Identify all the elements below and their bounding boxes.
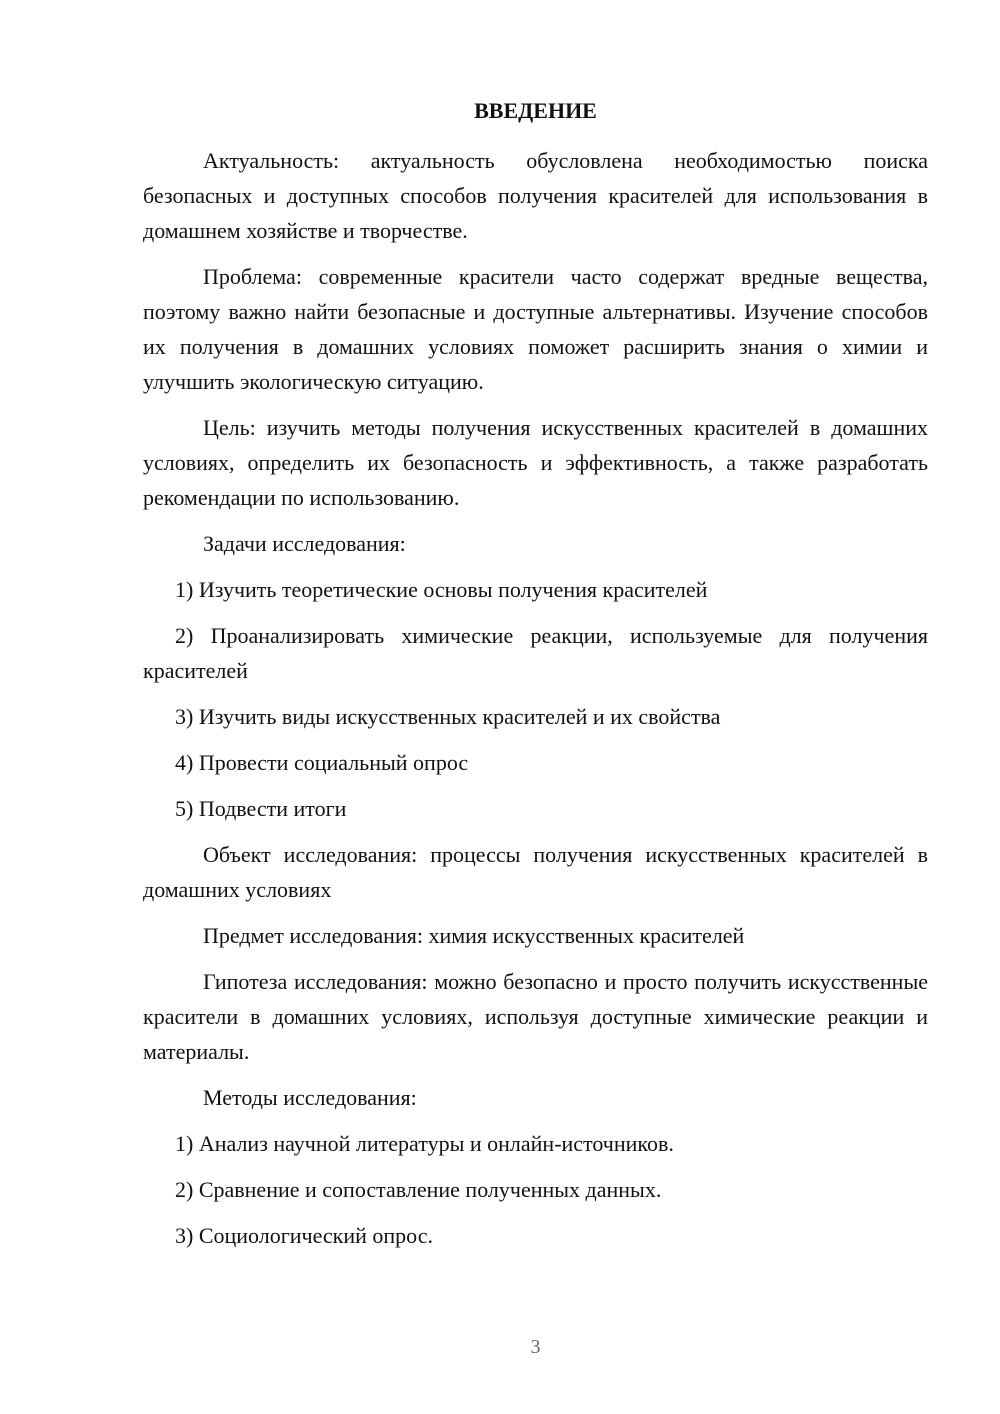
tasks-heading: Задачи исследования: (203, 531, 406, 556)
object-paragraph: Объект исследования: процессы получения искусственных красителей в домашних условиях (143, 842, 928, 902)
method-item: 1) Анализ научной литературы и онлайн-источников. (175, 1131, 674, 1156)
method-item: 3) Социологический опрос. (175, 1223, 433, 1248)
task-item: 2) Проанализировать химические реакции, используемые для получения красителей (143, 623, 928, 683)
task-item: 5) Подвести итоги (175, 796, 347, 821)
relevance-paragraph: Актуальность: актуальность обусловлена необходимостью поиска безопасных и доступных способов получения красителей для использования в домашнем хозяйстве и творчестве. (143, 148, 928, 243)
task-item: 1) Изучить теоретические основы получения красителей (175, 577, 708, 602)
methods-heading: Методы исследования: (203, 1085, 417, 1110)
page-number: 3 (530, 1336, 541, 1358)
subject-paragraph: Предмет исследования: химия искусственных красителей (203, 923, 745, 948)
document-body (143, 143, 928, 1264)
goal-paragraph: Цель: изучить методы получения искусственных красителей в домашних условиях, определить их безопасность и эффективность, а также разработать рекомендации по использованию. (143, 415, 928, 510)
page-title: ВВЕДЕНИЕ (474, 98, 597, 123)
task-item: 3) Изучить виды искусственных красителей и их свойства (175, 704, 721, 729)
hypothesis-paragraph: Гипотеза исследования: можно безопасно и просто получить искусственные красители в домашних условиях, используя доступные химические реакции и материалы. (143, 969, 928, 1064)
method-item: 2) Сравнение и сопоставление полученных данных. (175, 1177, 662, 1202)
problem-paragraph: Проблема: современные красители часто содержат вредные вещества, поэтому важно найти безопасные и доступные альтернативы. Изучение способов их получения в домашних условиях поможет расширить знания о химии и улучшить экологическую ситуацию. (143, 264, 928, 394)
task-item: 4) Провести социальный опрос (175, 750, 469, 775)
